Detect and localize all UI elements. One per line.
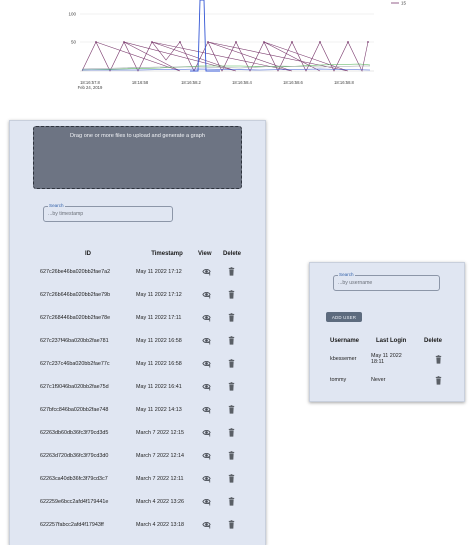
trash-icon[interactable]	[227, 474, 236, 483]
delete-cell	[223, 513, 243, 536]
view-graph-icon[interactable]	[202, 336, 211, 345]
file-row	[40, 260, 243, 283]
username-search-field	[333, 272, 440, 291]
username-search-label: Search	[339, 272, 354, 277]
users-panel	[309, 262, 465, 402]
file-id: 627bfcc846ba020bb2fae748	[40, 406, 109, 413]
file-row	[40, 421, 243, 444]
view-graph-icon[interactable]	[202, 290, 211, 299]
file-row	[40, 352, 243, 375]
delete-cell	[223, 467, 243, 490]
file-timestamp: March 7 2022 12:15	[136, 429, 184, 436]
x-tick-3: 18:16:58.4	[232, 80, 252, 85]
view-graph-icon[interactable]	[202, 267, 211, 276]
trash-icon[interactable]	[227, 267, 236, 276]
view-cell	[198, 329, 223, 352]
view-cell	[198, 490, 223, 513]
trash-icon[interactable]	[227, 382, 236, 391]
trash-icon[interactable]	[227, 290, 236, 299]
user-row	[330, 370, 443, 390]
user-last-login: May 11 2022 18:11	[371, 353, 402, 365]
time-series-chart	[60, 0, 474, 100]
trash-icon[interactable]	[227, 336, 236, 345]
col-header-username: Username	[330, 338, 360, 344]
trash-icon[interactable]	[227, 359, 236, 368]
trash-icon[interactable]	[227, 313, 236, 322]
view-cell	[198, 467, 223, 490]
trash-icon[interactable]	[227, 405, 236, 414]
x-tick-4: 18:16:58.6	[283, 80, 303, 85]
file-timestamp: May 11 2022 16:41	[136, 383, 182, 390]
file-row	[40, 306, 243, 329]
users-table	[330, 334, 443, 390]
trash-icon[interactable]	[227, 497, 236, 506]
chart-series-lines	[82, 0, 370, 71]
delete-cell	[223, 329, 243, 352]
view-graph-icon[interactable]	[202, 451, 211, 460]
delete-cell	[223, 375, 243, 398]
view-cell	[198, 375, 223, 398]
file-row	[40, 329, 243, 352]
file-timestamp: March 4 2022 13:18	[136, 521, 184, 528]
col-header-timestamp: Timestamp	[151, 251, 183, 257]
file-id: 62263d720db36fc3f79cd3d0	[40, 452, 109, 459]
view-cell	[198, 513, 223, 536]
file-timestamp: May 11 2022 14:13	[136, 406, 182, 413]
file-row	[40, 513, 243, 536]
delete-cell	[223, 398, 243, 421]
trash-icon[interactable]	[434, 355, 443, 364]
view-graph-icon[interactable]	[202, 497, 211, 506]
files-table	[40, 248, 243, 536]
files-panel	[9, 120, 266, 545]
timestamp-search-label: Search	[49, 203, 64, 208]
delete-cell	[223, 352, 243, 375]
file-dropzone[interactable]	[33, 126, 242, 189]
file-timestamp: May 11 2022 16:58	[136, 337, 182, 344]
file-id: 627c1f9046ba020bb2fae75d	[40, 383, 109, 390]
x-axis-ticks	[78, 80, 355, 90]
file-row	[40, 398, 243, 421]
dropzone-text: Drag one or more files to upload and generate a graph	[70, 133, 205, 139]
username-search-input[interactable]	[338, 280, 433, 286]
view-graph-icon[interactable]	[202, 520, 211, 529]
user-delete-cell	[418, 348, 443, 370]
file-id: 627c237f46ba020bb2fae781	[40, 337, 109, 344]
add-user-button[interactable]: ADD USER	[326, 312, 362, 322]
file-id: 622257fabcc2afd4f17943ff	[40, 521, 104, 528]
delete-cell	[223, 421, 243, 444]
view-graph-icon[interactable]	[202, 359, 211, 368]
legend-label: 15	[401, 0, 407, 6]
trash-icon[interactable]	[227, 520, 236, 529]
file-row	[40, 375, 243, 398]
view-graph-icon[interactable]	[202, 405, 211, 414]
delete-cell	[223, 444, 243, 467]
file-row	[40, 490, 243, 513]
file-id: 627c26be46ba020bb2fae7a2	[40, 268, 111, 275]
col-header-id: ID	[85, 251, 91, 257]
file-row	[40, 444, 243, 467]
x-tick-0: 18:16:57.8 Feb 24, 2019	[77, 80, 103, 90]
y-tick-100: 100	[68, 11, 76, 17]
delete-cell	[223, 260, 243, 283]
view-graph-icon[interactable]	[202, 428, 211, 437]
view-cell	[198, 444, 223, 467]
view-graph-icon[interactable]	[202, 313, 211, 322]
user-username: kbessemer	[330, 356, 357, 362]
view-cell	[198, 352, 223, 375]
x-tick-2: 18:16:58.2	[181, 80, 201, 85]
user-username: tommy	[330, 377, 347, 383]
y-tick-50: 50	[70, 39, 76, 45]
file-timestamp: May 11 2022 17:11	[136, 314, 182, 321]
file-id: 627c26b646ba020bb2fae79b	[40, 291, 111, 298]
view-cell	[198, 306, 223, 329]
file-timestamp: March 4 2022 13:26	[136, 498, 184, 505]
file-timestamp: March 7 2022 12:14	[136, 452, 184, 459]
col-header-last-login: Last Login	[376, 338, 407, 344]
file-timestamp: May 11 2022 17:12	[136, 291, 182, 298]
trash-icon[interactable]	[227, 428, 236, 437]
view-cell	[198, 421, 223, 444]
file-timestamp: May 11 2022 17:12	[136, 268, 182, 275]
users-table-header	[330, 334, 443, 348]
view-graph-icon[interactable]	[202, 474, 211, 483]
col-header-view: View	[198, 251, 212, 257]
col-header-delete: Delete	[223, 251, 242, 257]
col-header-user-delete: Delete	[424, 338, 443, 344]
timestamp-search-input[interactable]	[48, 211, 163, 217]
delete-cell	[223, 306, 243, 329]
file-timestamp: March 7 2022 12:11	[136, 475, 184, 482]
view-cell	[198, 260, 223, 283]
chart-legend[interactable]	[391, 1, 407, 6]
file-id: 62263db60db36fc3f79cd3d5	[40, 429, 109, 436]
view-cell	[198, 398, 223, 421]
trash-icon[interactable]	[434, 376, 443, 385]
file-id: 627c268446ba020bb2fae78e	[40, 314, 111, 321]
files-table-header	[40, 248, 243, 260]
trash-icon[interactable]	[227, 451, 236, 460]
file-id: 62263ca40db36fc3f79cd3c7	[40, 475, 108, 482]
user-last-login: Never	[371, 377, 386, 383]
x-tick-1: 18:16:58	[131, 80, 149, 85]
user-delete-cell	[418, 370, 443, 390]
x-tick-5: 18:16:58.8	[334, 80, 354, 85]
file-id: 627c237c46ba020bb2fae77c	[40, 360, 110, 367]
file-row	[40, 467, 243, 490]
file-id: 622259e6bcc2afd4f179441e	[40, 498, 109, 505]
delete-cell	[223, 283, 243, 306]
view-graph-icon[interactable]	[202, 382, 211, 391]
user-row	[330, 348, 443, 370]
file-timestamp: May 11 2022 16:58	[136, 360, 182, 367]
file-row	[40, 283, 243, 306]
delete-cell	[223, 490, 243, 513]
timestamp-search-field	[43, 203, 173, 222]
view-cell	[198, 283, 223, 306]
